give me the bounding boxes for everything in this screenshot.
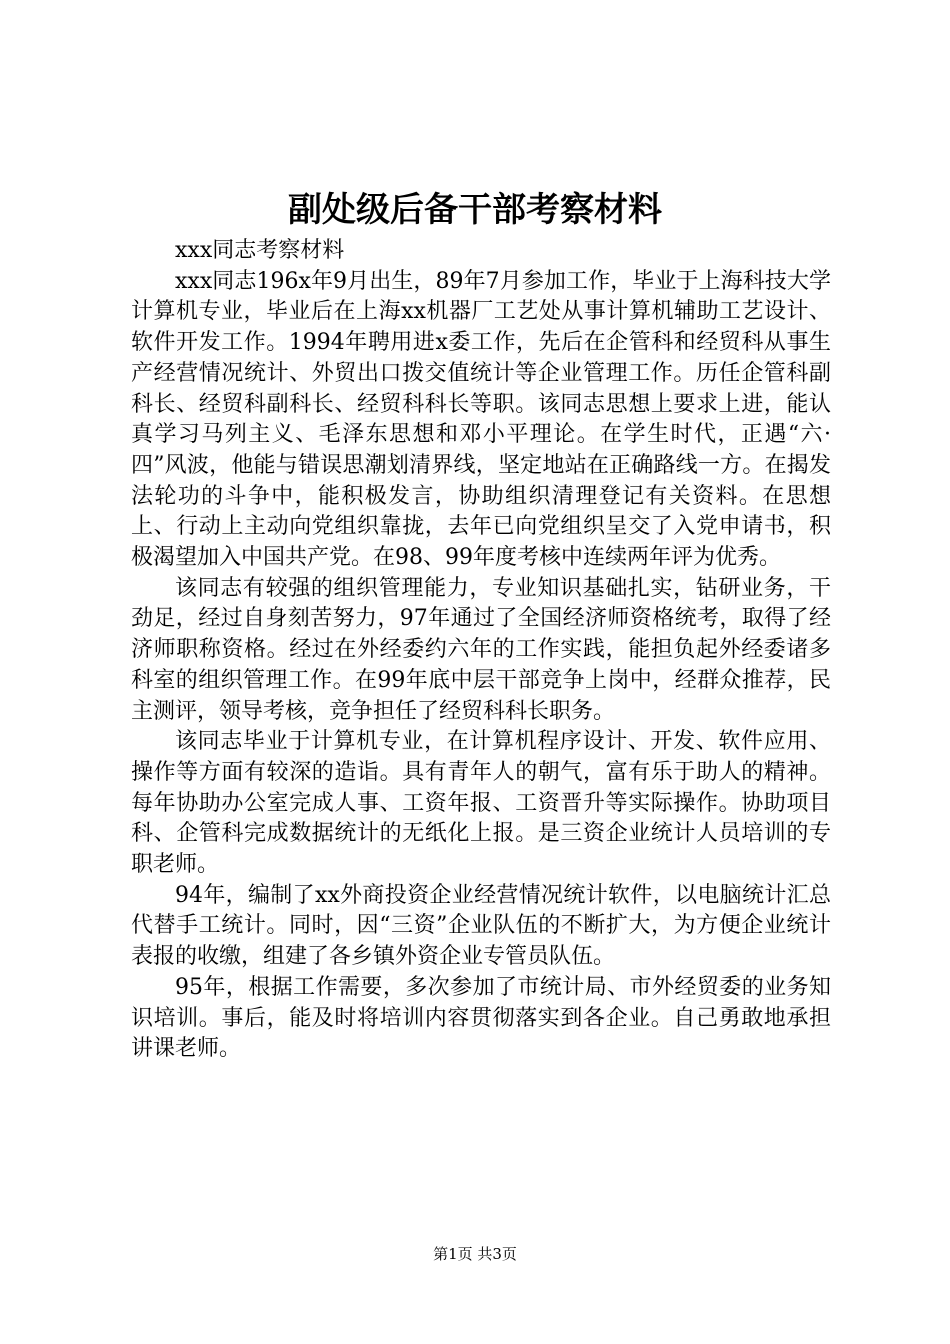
paragraph: 95年，根据工作需要，多次参加了市统计局、市外经贸委的业务知识培训。事后，能及时将培训内容贯彻落实到各企业。自己勇敢地承担讲课老师。: [131, 974, 831, 1062]
paragraph-subtitle: xxx同志考察材料: [175, 238, 345, 263]
page-footer: 第1页 共3页: [433, 1245, 517, 1263]
document-body: [131, 236, 831, 1065]
paragraph: 该同志毕业于计算机专业，在计算机程序设计、开发、软件应用、操作等方面有较深的造诣。具有青年人的朝气，富有乐于助人的精神。每年协助办公室完成人事、工资年报、工资晋升等实际操作。协助项目科、企管科完成数据统计的无纸化上报。是三资企业统计人员培训的专职老师。: [131, 729, 831, 878]
paragraph: 94年，编制了xx外商投资企业经营情况统计软件，以电脑统计汇总代替手工统计。同时，因“三资”企业队伍的不断扩大，为方便企业统计表报的收缴，组建了各乡镇外资企业专管员队伍。: [131, 882, 831, 970]
paragraph: 该同志有较强的组织管理能力，专业知识基础扎实，钻研业务，干劲足，经过自身刻苦努力，97年通过了全国经济师资格统考，取得了经济师职称资格。经过在外经委约六年的工作实践，能担负起外经委诸多科室的组织管理工作。在99年底中层干部竞争上岗中，经群众推荐，民主测评，领导考核，竞争担任了经贸科科长职务。: [131, 575, 831, 724]
document-title: 副处级后备干部考察材料: [288, 190, 662, 230]
paragraph: xxx同志196x年9月出生，89年7月参加工作，毕业于上海科技大学计算机专业，毕业后在上海xx机器厂工艺处从事计算机辅助工艺设计、软件开发工作。1994年聘用进x委工作，先后在企管科和经贸科从事生产经营情况统计、外贸出口拨交值统计等企业管理工作。历任企管科副科长、经贸科副科长、经贸科科长等职。该同志思想上要求上进，能认真学习马列主义、毛泽东思想和邓小平理论。在学生时代，正遇“六·四”风波，他能与错误思潮划清界线，坚定地站在正确路线一方。在揭发法轮功的斗争中，能积极发言，协助组织清理登记有关资料。在思想上、行动上主动向党组织靠拢，去年已向党组织呈交了入党申请书，积极渴望加入中国共产党。在98、99年度考核中连续两年评为优秀。: [131, 268, 831, 571]
